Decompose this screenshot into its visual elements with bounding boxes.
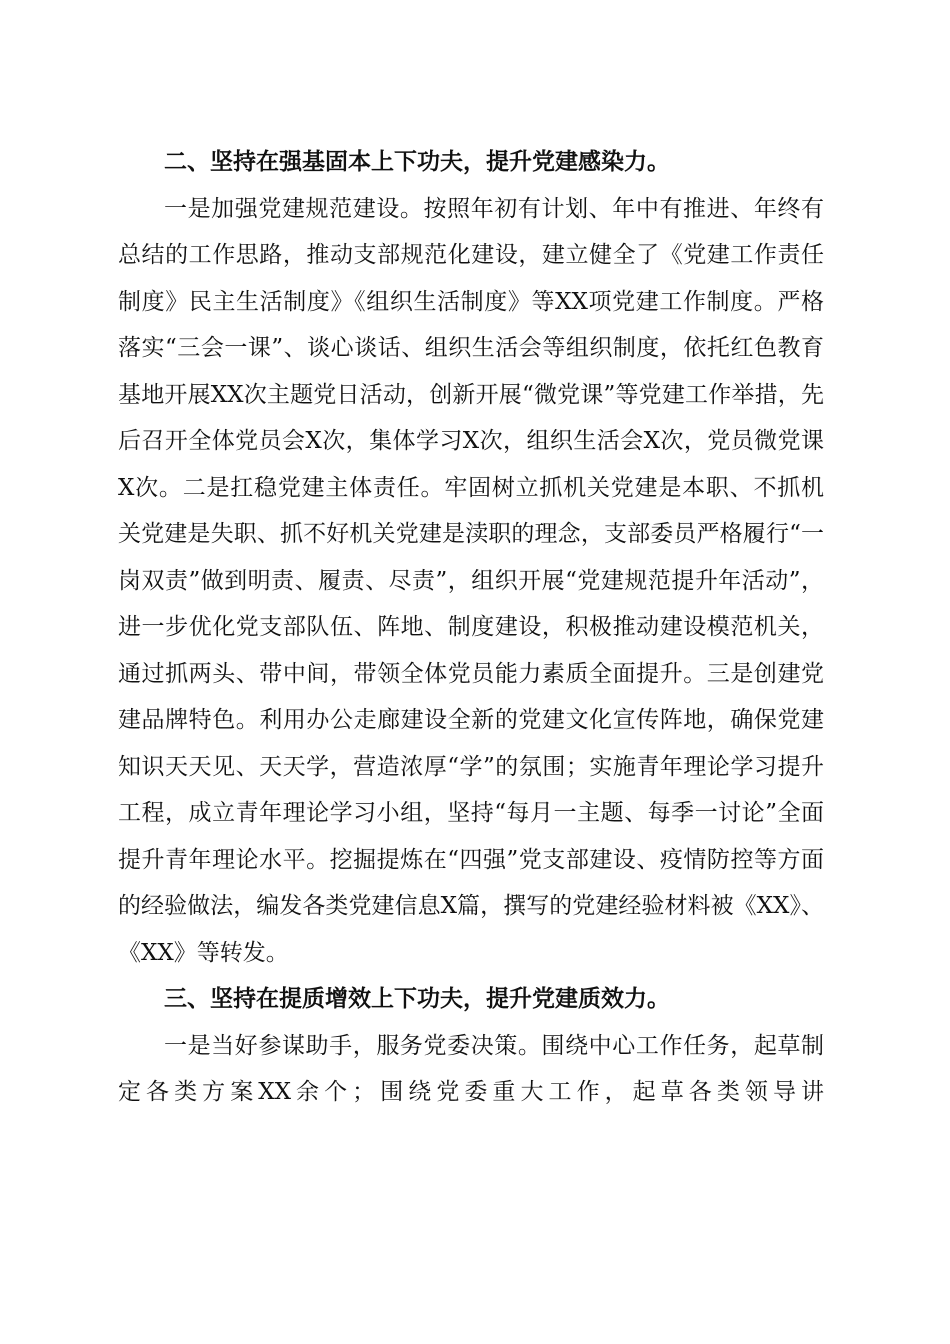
section-3-body-1: 围绕中心工作任务，起草制定各类方案XX余个；围绕党委重大工作，起草各类领导讲 [118, 1032, 825, 1105]
section-2-lead-3: 三是创建党建品牌特色。 [118, 660, 825, 733]
section-3-paragraph [118, 1023, 824, 1116]
section-2-body-2: 牢固树立抓机关党建是本职、不抓机关党建是失职、抓不好机关党建是渎职的理念，支部委员严格履行“一岗双责”做到明责、履责、尽责”，组织开展“党建规范提升年活动”，进一步优化党支部队伍、阵地、制度建设，积极推动建设模范机关，通过抓两头、带中间，带领全体党员能力素质全面提升。 [118, 474, 825, 687]
section-2-lead-2: 二是扛稳党建主体责任。 [182, 474, 445, 501]
section-3-lead-1: 一是当好参谋助手，服务党委决策。 [164, 1032, 542, 1059]
section-2-paragraph [118, 186, 824, 977]
section-2-lead-1: 一是加强党建规范建设。 [164, 195, 424, 222]
section-2-body-1: 按照年初有计划、年中有推进、年终有总结的工作思路，推动支部规范化建设，建立健全了《党建工作责任制度》民主生活制度》《组织生活制度》等XX项党建工作制度。严格落实“三会一课”、谈心谈话、组织生活会等组织制度，依托红色教育基地开展XX次主题党日活动，创新开展“微党课”等党建工作举措，先后召开全体党员会X次，集体学习X次，组织生活会X次，党员微党课X次。 [118, 195, 825, 501]
section-2-heading: 二、坚持在强基固本上下功夫，提升党建感染力。 [164, 149, 670, 175]
section-3-heading: 三、坚持在提质增效上下功夫，提升党建质效力。 [164, 986, 670, 1012]
document-body [118, 139, 824, 1116]
section-2-body-3: 利用办公走廊建设全新的党建文化宣传阵地，确保党建知识天天见、天天学，营造浓厚“学”的氛围；实施青年理论学习提升工程，成立青年理论学习小组，坚持“每月一主题、每季一讨论”全面提升青年理论水平。挖掘提炼在“四强”党支部建设、疫情防控等方面的经验做法，编发各类党建信息X篇，撰写的党建经验材料被《XX》、《XX》等转发。 [118, 707, 825, 966]
